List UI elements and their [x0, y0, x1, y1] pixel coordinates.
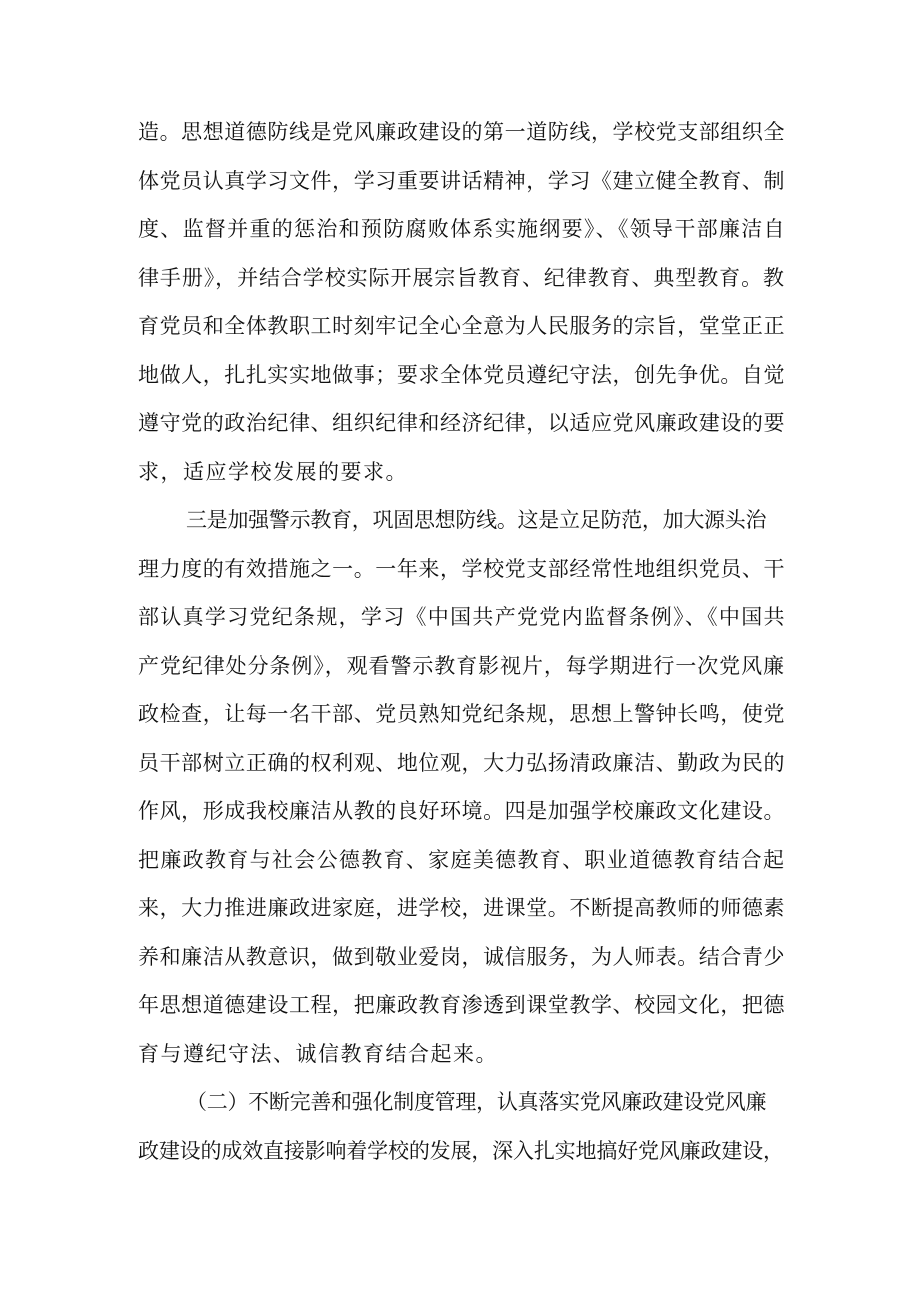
text-line: 员干部树立正确的权利观、地位观，大力弘扬清政廉洁、勤政为民的 — [138, 750, 786, 775]
text-line: 养和廉洁从教意识，做到敬业爱岗，诚信服务，为人师表。结合青少 — [138, 944, 786, 969]
text-line: 律手册》，并结合学校实际开展宗旨教育、纪律教育、典型教育。教 — [138, 265, 785, 290]
text-line: 求，适应学校发展的要求。 — [138, 459, 408, 484]
text-line: 政建设的成效直接影响着学校的发展，深入扎实地搞好党风廉政建设， — [138, 1138, 784, 1163]
text-line: 育与遵纪守法、诚信教育结合起来。 — [138, 1041, 498, 1066]
text-line: 作风，形成我校廉洁从教的良好环境。四是加强学校廉政文化建设。 — [138, 799, 786, 823]
text-line: 度、监督并重的惩治和预防腐败体系实施纲要》、《领导干部廉洁自 — [138, 217, 786, 241]
text-line: 育党员和全体教职工时刻牢记全心全意为人民服务的宗旨，堂堂正正 — [138, 314, 786, 338]
paragraph-first-line: （二）不断完善和强化制度管理，认真落实党风廉政建设党风廉 — [186, 1090, 767, 1114]
text-line: 遵守党的政治纪律、组织纪律和经济纪律，以适应党风廉政建设的要 — [138, 411, 786, 435]
text-line: 造。思想道德防线是党风廉政建设的第一道防线，学校党支部组织全 — [138, 120, 786, 144]
text-line: 体党员认真学习文件，学习重要讲话精神，学习《建立健全教育、制 — [138, 168, 786, 193]
text-line: 部认真学习党纪条规，学习《中国共产党党内监督条例》、《中国共 — [138, 605, 786, 629]
paragraph-first-line: 三是加强警示教育，巩固思想防线。这是立足防范，加大源头治 — [186, 508, 767, 532]
text-line: 产党纪律处分条例》，观看警示教育影视片，每学期进行一次党风廉 — [138, 653, 785, 678]
text-line: 地做人，扎扎实实地做事；要求全体党员遵纪守法，创先争优。自觉 — [138, 362, 786, 387]
text-line: 理力度的有效措施之一。一年来，学校党支部经常性地组织党员、干 — [138, 556, 786, 581]
text-line: 把廉政教育与社会公德教育、家庭美德教育、职业道德教育结合起 — [138, 847, 786, 872]
text-line: 年思想道德建设工程，把廉政教育渗透到课堂教学、校园文化，把德 — [138, 993, 786, 1017]
text-line: 来，大力推进廉政进家庭，进学校，进课堂。不断提高教师的师德素 — [138, 896, 786, 920]
text-line: 政检查，让每一名干部、党员熟知党纪条规，思想上警钟长鸣，使党 — [138, 702, 786, 726]
